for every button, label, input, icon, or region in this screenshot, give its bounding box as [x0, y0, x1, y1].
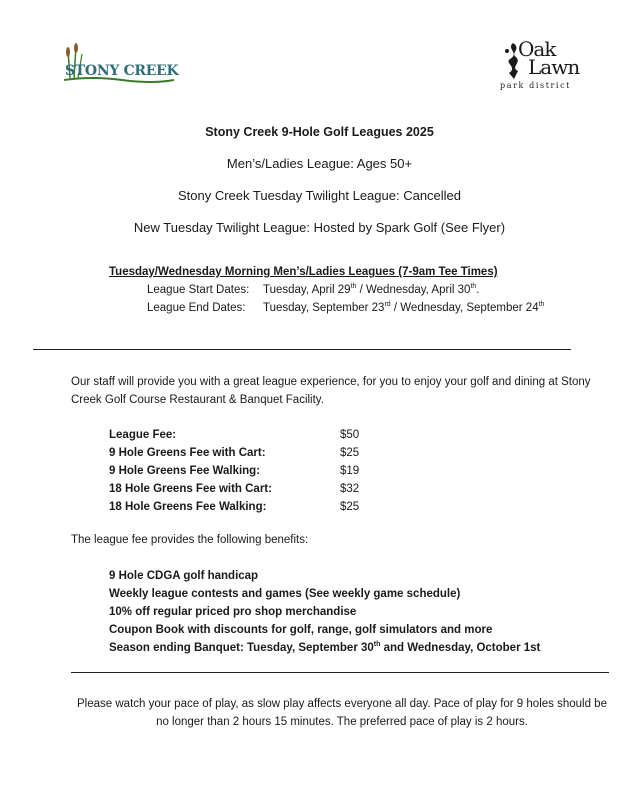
oak-lawn-lawn: Lawn [528, 55, 580, 79]
oak-lawn-oak: Oak [518, 37, 556, 61]
subtitle-cancelled: Stony Creek Tuesday Twilight League: Cancelled [177, 188, 462, 203]
page-title: Stony Creek 9-Hole Golf Leagues 2025 [205, 125, 434, 139]
benefit-item: Weekly league contests and games (See weekly game schedule) [109, 588, 461, 600]
start-dates-label: League Start Dates: [147, 284, 250, 296]
fee-row: 18 Hole Greens Fee with Cart: $32 [109, 483, 360, 495]
benefit-item: 10% off regular priced pro shop merchandise [109, 606, 357, 618]
benefit-banquet: Season ending Banquet: Tuesday, September 30th and Wednesday, October 1st [109, 641, 541, 654]
stony-creek-logo [62, 40, 177, 90]
subtitle-spark-golf: New Tuesday Twilight League: Hosted by Spark Golf (See Flyer) [133, 220, 506, 235]
oak-lawn-park-district: park district [500, 81, 571, 90]
start-dates-value: Tuesday, April 29th / Wednesday, April 30th. [263, 283, 480, 296]
benefit-item: 9 Hole CDGA golf handicap [109, 570, 259, 582]
benefit-item: Coupon Book with discounts for golf, range, golf simulators and more [109, 624, 493, 636]
fee-row: 9 Hole Greens Fee Walking: $19 [109, 465, 360, 477]
divider-top [33, 349, 571, 350]
oak-lawn-logo [498, 37, 588, 93]
fee-row: 18 Hole Greens Fee Walking: $25 [109, 501, 360, 513]
fee-row: League Fee: $50 [109, 429, 360, 441]
intro-paragraph: Our staff will provide you with a great league experience, for you to enjoy your golf and dining at Stony Creek Golf Course Restaurant & Banquet Facility. [71, 376, 591, 406]
end-dates-value: Tuesday, September 23rd / Wednesday, September 24th [263, 301, 545, 314]
league-heading: Tuesday/Wednesday Morning Men’s/Ladies Leagues (7-9am Tee Times) [109, 266, 498, 278]
subtitle-ages: Men’s/Ladies League: Ages 50+ [226, 156, 413, 171]
divider-bottom [71, 672, 609, 673]
benefits-intro: The league fee provides the following benefits: [71, 534, 309, 546]
stony-creek-wordmark: STONY CREEK [65, 63, 179, 79]
fee-row: 9 Hole Greens Fee with Cart: $25 [109, 447, 360, 459]
end-dates-label: League End Dates: [147, 302, 246, 314]
pace-of-play-note: Please watch your pace of play, as slow play affects everyone all day. Pace of play for 9 holes should be no longer than 2 hours 15 minutes. The preferred pace of play is 2 hours. [77, 698, 607, 728]
